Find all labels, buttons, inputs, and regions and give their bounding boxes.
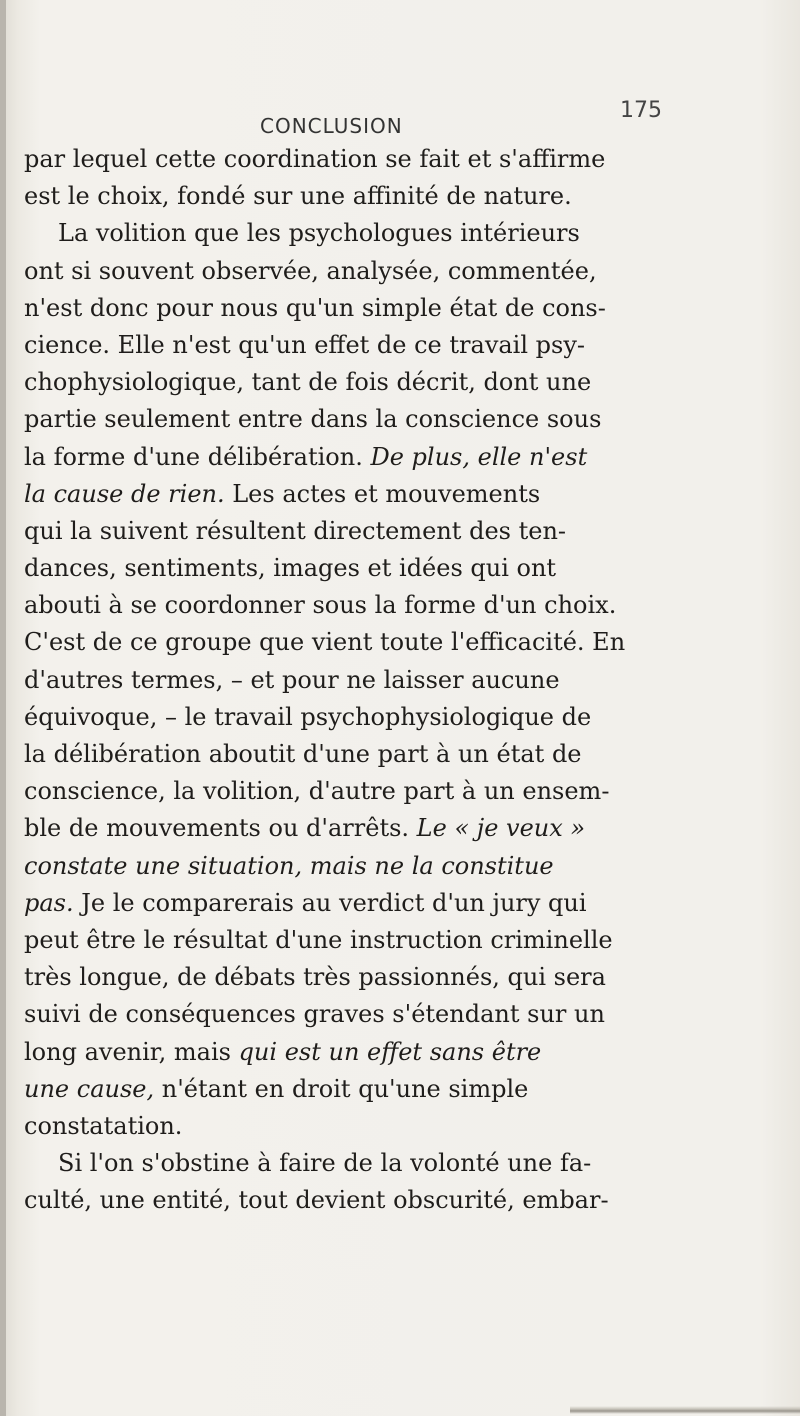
italic-span: constate une situation, mais ne la constitue: [24, 851, 554, 880]
text-line: [24, 810, 724, 847]
text-line: d'autres termes, – et pour ne laisser aucune: [24, 665, 560, 694]
page-number: 175: [620, 98, 662, 123]
text-span: ble de mouvements ou d'arrêts.: [24, 814, 417, 843]
italic-span: De plus, elle n'est: [370, 442, 588, 471]
text-line: cience. Elle n'est qu'un effet de ce travail psy-: [24, 330, 586, 359]
italic-span: qui est un effet sans être: [238, 1037, 542, 1066]
text-span: Les actes et mouvements: [224, 479, 541, 508]
text-line: équivoque, – le travail psychophysiologique de: [24, 702, 592, 731]
page-header: [0, 98, 800, 138]
text-line: [24, 476, 724, 513]
text-line: [24, 1034, 724, 1071]
text-line: C'est de ce groupe que vient toute l'efficacité. En: [24, 628, 626, 657]
text-line: conscience, la volition, d'autre part à un ensem-: [24, 777, 610, 806]
italic-span: la cause de rien.: [24, 479, 225, 508]
text-line: [24, 885, 724, 922]
text-line: ont si souvent observée, analysée, commentée,: [24, 256, 597, 285]
page-edge-shadow: [570, 1406, 800, 1414]
running-title: CONCLUSION: [260, 114, 403, 138]
italic-span: une cause,: [24, 1074, 155, 1103]
text-line: chophysiologique, tant de fois décrit, dont une: [24, 368, 592, 397]
text-span: Je le comparerais au verdict d'un jury qui: [73, 888, 587, 917]
text-line: est le choix, fondé sur une affinité de nature.: [24, 182, 572, 211]
italic-span: pas.: [24, 888, 74, 917]
text-line: [24, 439, 724, 476]
text-line: qui la suivent résultent directement des ten-: [24, 516, 567, 545]
text-line: [24, 848, 724, 885]
text-span: n'étant en droit qu'une simple: [154, 1074, 529, 1103]
body-text: [24, 141, 724, 1219]
text-line: très longue, de débats très passionnés, qui sera: [24, 963, 606, 992]
paragraph-start-line: La volition que les psychologues intérieurs: [58, 219, 580, 248]
text-line: suivi de conséquences graves s'étendant sur un: [24, 1000, 605, 1029]
text-line: peut être le résultat d'une instruction criminelle: [24, 925, 613, 954]
text-line: constatation.: [24, 1111, 183, 1140]
page-gutter: [0, 0, 6, 1416]
paragraph-start-line: Si l'on s'obstine à faire de la volonté une fa-: [58, 1149, 592, 1178]
text-line: dances, sentiments, images et idées qui ont: [24, 554, 557, 583]
text-line: partie seulement entre dans la conscience sous: [24, 405, 602, 434]
italic-span: Le « je veux »: [416, 814, 586, 843]
text-line: abouti à se coordonner sous la forme d'un choix.: [24, 591, 617, 620]
text-line: par lequel cette coordination se fait et s'affirme: [24, 145, 606, 173]
text-line: culté, une entité, tout devient obscurité, embar-: [24, 1186, 609, 1215]
text-line: la délibération aboutit d'une part à un état de: [24, 740, 582, 768]
text-line: n'est donc pour nous qu'un simple état de cons-: [24, 293, 606, 322]
text-line: [24, 1071, 724, 1108]
text-span: la forme d'une délibération.: [24, 442, 371, 471]
text-span: long avenir, mais: [24, 1037, 239, 1066]
